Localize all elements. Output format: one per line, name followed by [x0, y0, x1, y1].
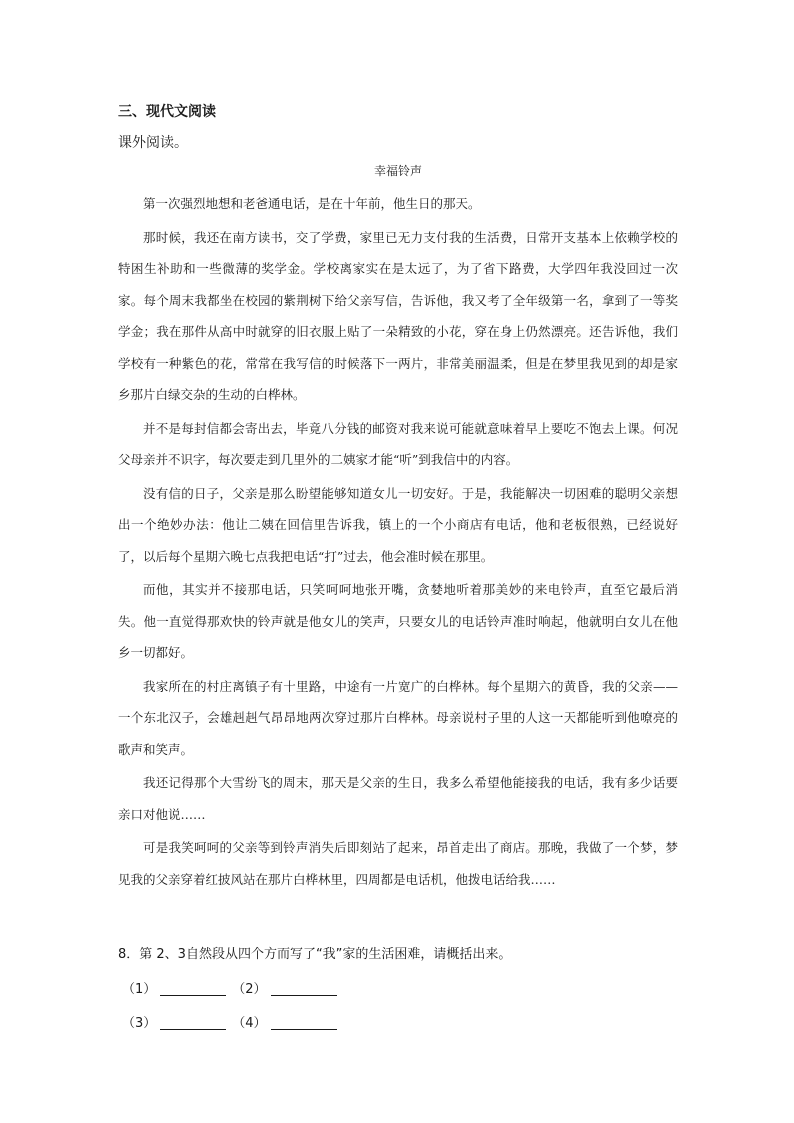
passage-paragraph-4: 没有信的日子，父亲是那么盼望能够知道女儿一切安好。于是，我能解决一切困难的聪明父亲想出一个绝妙办法：他让二姨在回信里告诉我，镇上的一个小商店有电话，他和老板很熟，已经说好了，以后每个星期六晚七点我把电话“打”过去，他会准时候在那里。: [118, 485, 678, 564]
answer-blank-1[interactable]: [160, 981, 226, 996]
passage-title: 幸福铃声: [373, 164, 422, 178]
passage-paragraph-8: 可是我笑呵呵的父亲等到铃声消失后即刻站了起来，昂首走出了商店。那晚，我做了一个梦，梦见我的父亲穿着红披风站在那片白桦林里，四周都是电话机，他拨电话给我……: [118, 840, 678, 887]
answer-label-3: （3）: [122, 1016, 157, 1031]
passage-paragraph-5: 而他，其实并不接那电话，只笑呵呵地张开嘴，贪婪地听着那美妙的来电铃声，直至它最后消失。他一直觉得那欢快的铃声就是他女儿的笑声，只要女儿的电话铃声准时响起，他就明白女儿在他乡一切都好。: [118, 582, 678, 660]
answer-blank-2[interactable]: [271, 981, 337, 996]
passage-paragraph-6: 我家所在的村庄离镇子有十里路，中途有一片宽广的白桦林。每个星期六的黄昏，我的父亲——一个东北汉子，会雄赳赳气昂昂地两次穿过那片白桦林。母亲说村子里的人这一天都能听到他嘹亮的歌声和笑声。: [118, 678, 678, 757]
section-heading: 三、现代文阅读: [118, 104, 216, 120]
passage-paragraph-1: 第一次强烈地想和老爸通电话，是在十年前，他生日的那天。: [143, 196, 481, 211]
answer-label-2: （2）: [232, 982, 267, 997]
answer-blank-4[interactable]: [271, 1015, 337, 1030]
question-text: 8．第 2、3自然段从四个方而写了“我”家的生活困难，请概括出来。: [118, 947, 512, 962]
answer-row-2: [122, 1012, 678, 1034]
answer-row-1: [122, 978, 678, 1000]
answer-label-1: （1）: [122, 982, 157, 997]
question-8: [118, 944, 678, 1046]
reading-passage: [118, 160, 678, 897]
passage-paragraph-7: 我还记得那个大雪纷飞的周末，那天是父亲的生日，我多么希望他能接我的电话，我有多少话要亲口对他说……: [118, 775, 678, 822]
passage-paragraph-2: 那时候，我还在南方读书，交了学费，家里已无力支付我的生活费，日常开支基本上依赖学校的特困生补助和一些微薄的奖学金。学校离家实在是太远了，为了省下路费，大学四年我没回过一次家。每个周末我都坐在校园的紫荆树下给父亲写信，告诉他，我又考了全年级第一名，拿到了一等奖学金；我在那件从高中时就穿的旧衣服上贴了一朵精致的小花，穿在身上仍然漂亮。还告诉他，我们学校有一种紫色的花，常常在我写信的时候落下一两片，非常美丽温柔，但是在梦里我见到的却是家乡那片白绿交杂的生动的白桦林。: [118, 229, 678, 402]
passage-paragraph-3: 并不是每封信都会寄出去，毕竟八分钱的邮资对我来说可能就意味着早上要吃不饱去上课。何况父母亲并不识字，每次要走到几里外的二姨家才能“听”到我信中的内容。: [118, 420, 678, 467]
reading-instruction: 课外阅读。: [118, 135, 188, 151]
answer-label-4: （4）: [232, 1016, 267, 1031]
answer-blank-3[interactable]: [160, 1015, 226, 1030]
